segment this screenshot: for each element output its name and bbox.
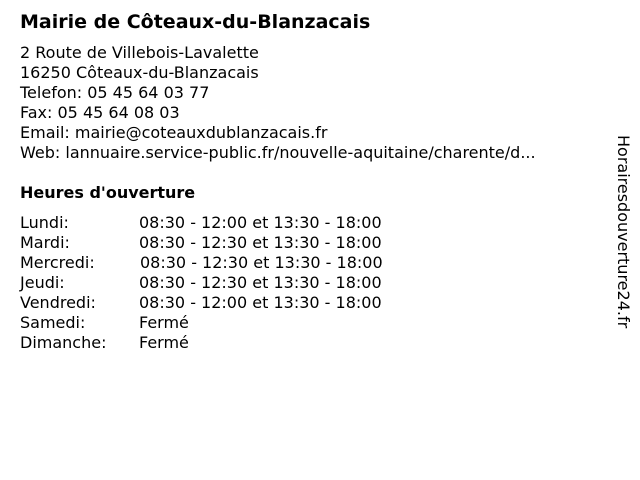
day-label: Mercredi: bbox=[20, 253, 95, 272]
email-label: Email: bbox=[20, 123, 70, 142]
contact-info bbox=[20, 43, 536, 163]
time-value: 08:30 - 12:00 et 13:30 - 18:00 bbox=[139, 213, 382, 232]
day-label: Mardi: bbox=[20, 233, 70, 252]
day-label: Samedi: bbox=[20, 313, 86, 332]
time-value: Fermé bbox=[139, 333, 189, 352]
day-label: Lundi: bbox=[20, 213, 69, 232]
fax-line bbox=[20, 103, 536, 123]
day-label: Jeudi: bbox=[20, 273, 65, 292]
fax-label: Fax: bbox=[20, 103, 53, 122]
day-label: Dimanche: bbox=[20, 333, 107, 352]
page-title: Mairie de Côteaux-du-Blanzacais bbox=[20, 11, 371, 33]
time-value: 08:30 - 12:30 et 13:30 - 18:00 bbox=[140, 253, 383, 272]
email-link[interactable]: mairie@coteauxdublanzacais.fr bbox=[74, 123, 328, 142]
city-address: 16250 Côteaux-du-Blanzacais bbox=[20, 63, 259, 82]
email-line bbox=[20, 123, 536, 143]
time-value: Fermé bbox=[139, 313, 189, 332]
web-line bbox=[20, 143, 536, 163]
phone-label: Telefon: bbox=[20, 83, 83, 102]
time-value: 08:30 - 12:30 et 13:30 - 18:00 bbox=[139, 233, 382, 252]
time-value: 08:30 - 12:30 et 13:30 - 18:00 bbox=[139, 273, 382, 292]
hours-heading: Heures d'ouverture bbox=[20, 183, 196, 202]
web-link[interactable]: lannuaire.service-public.fr/nouvelle-aquitaine/charente/d... bbox=[65, 143, 536, 162]
site-watermark: Horairesdouverture24.fr bbox=[614, 135, 633, 329]
phone-line bbox=[20, 83, 536, 103]
fax-value: 05 45 64 08 03 bbox=[57, 103, 180, 122]
web-label: Web: bbox=[20, 143, 61, 162]
time-value: 08:30 - 12:00 et 13:30 - 18:00 bbox=[139, 293, 382, 312]
phone-value[interactable]: 05 45 64 03 77 bbox=[87, 83, 210, 102]
day-label: Vendredi: bbox=[20, 293, 96, 312]
street-address: 2 Route de Villebois-Lavalette bbox=[20, 43, 259, 62]
